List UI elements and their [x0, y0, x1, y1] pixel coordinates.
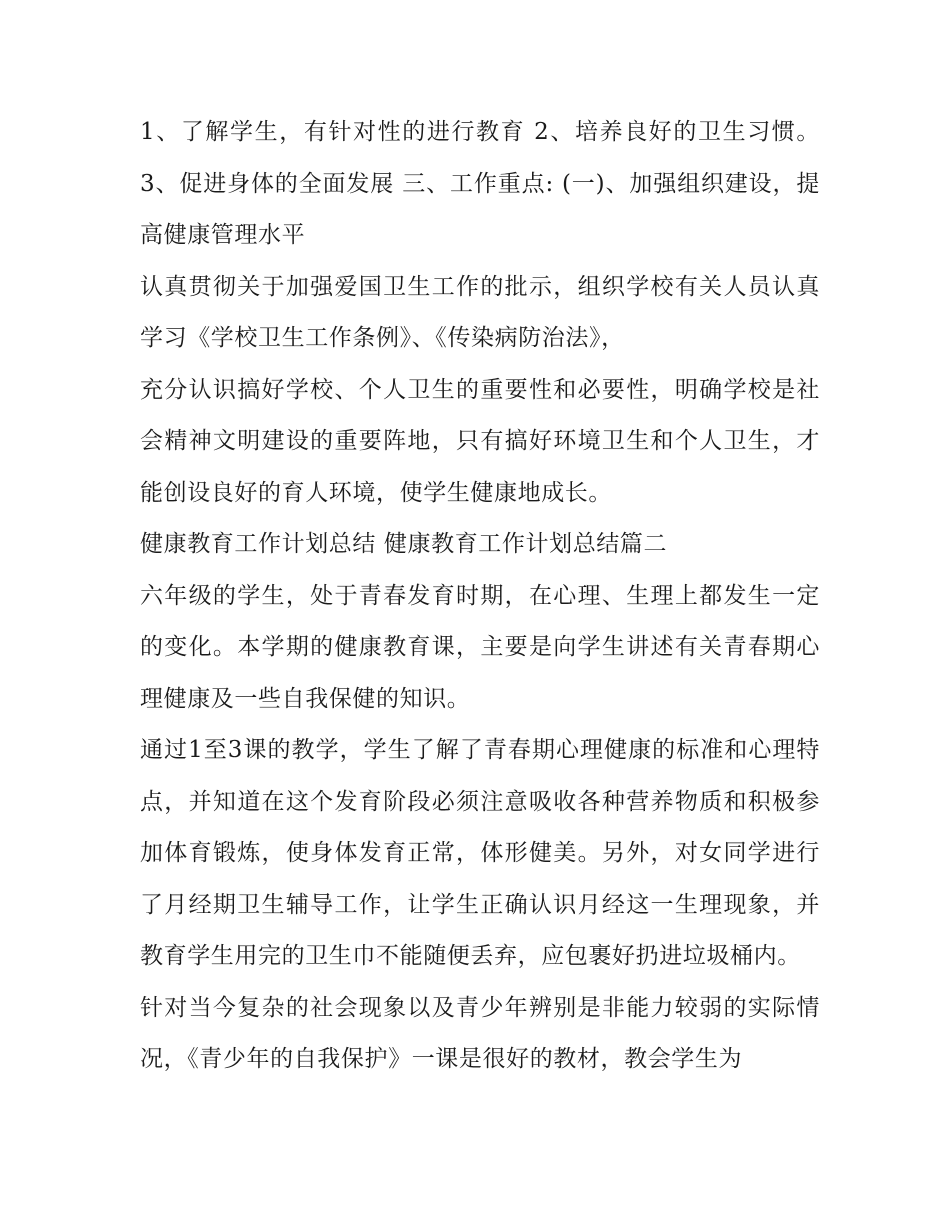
section-heading: 健康教育工作计划总结 健康教育工作计划总结篇二	[140, 531, 668, 557]
paragraph-instructions: 认真贯彻关于加强爱国卫生工作的批示，组织学校有关人员认真学习《学校卫生工作条例》、《传染病防治法》，	[140, 273, 820, 351]
paragraph-lessons: 通过1至3课的教学，学生了解了青春期心理健康的标准和心理特点，并知道在这个发育阶段必须注意吸收各种营养物质和积极参加体育锻炼，使身体发育正常，体形健美。另外，对女同学进行了月经期卫生辅导工作，让学生正确认识月经这一生理现象，并教育学生用完的卫生巾不能随便丢弃，应包裹好扔进垃圾桶内。	[140, 737, 820, 969]
paragraph-awareness: 充分认识搞好学校、个人卫生的重要性和必要性，明确学校是社会精神文明建设的重要阵地，只有搞好环境卫生和个人卫生，才能创设良好的育人环境，使学生健康地成长。	[140, 376, 820, 506]
paragraph-self-protection: 针对当今复杂的社会现象以及青少年辨别是非能力较弱的实际情况，《青少年的自我保护》一课是很好的教材，教会学生为	[140, 994, 820, 1072]
paragraph-grade-six: 六年级的学生，处于青春发育时期，在心理、生理上都发生一定的变化。本学期的健康教育课，主要是向学生讲述有关青春期心理健康及一些自我保健的知识。	[140, 582, 820, 712]
document-body	[140, 107, 820, 1086]
paragraph-goals: 1、了解学生，有针对性的进行教育 2、培养良好的卫生习惯。 3、促进身体的全面发展 三、工作重点: (一)、加强组织建设，提高健康管理水平	[140, 119, 820, 248]
